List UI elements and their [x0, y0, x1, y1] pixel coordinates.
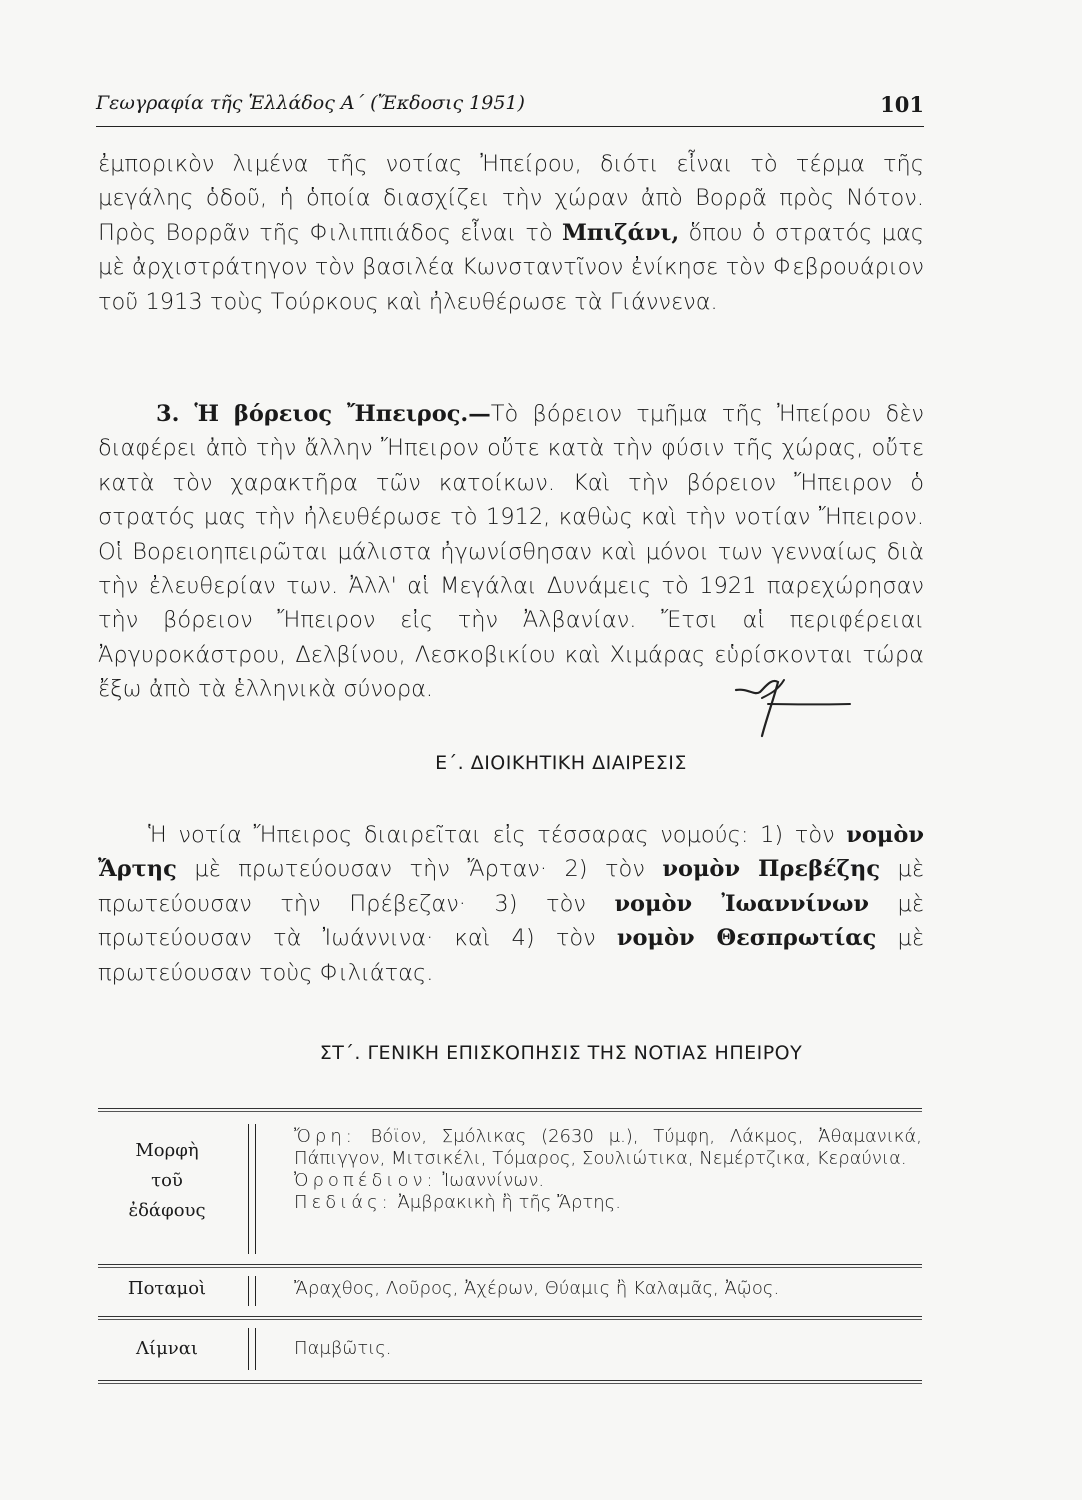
paragraph-text: Ἡ νοτία Ἤπειρος διαιρεῖται εἰς τέσσαρας νομούς: 1) τὸν [148, 822, 847, 848]
paragraph-text: μὲ πρωτεύουσαν τὴν Ἄρταν· 2) τὸν [176, 856, 663, 883]
running-title: Γεωγραφία τῆς Ἑλλάδος Α΄ (Ἔκδοσις 1951) [96, 92, 525, 114]
column-divider [248, 1124, 256, 1254]
table-row-rule [98, 1316, 922, 1317]
table-row-lakes [98, 1320, 922, 1378]
label-line: ἐδάφους [128, 1200, 206, 1221]
paragraph-text: ἐμπορικὸν λιμένα τῆς νοτίας Ἠπείρου, διότι εἶναι τὸ τέρμα τῆς μεγάλης ὁδοῦ, ἡ ὁποία διασχίζει τὴν χώραν ἀπὸ Βορρᾶ πρὸς Νότον. Πρὸς Βορρᾶν τῆς Φιλιππιάδος εἶναι τὸ [98, 151, 924, 246]
plateau-entry [294, 1170, 922, 1192]
label-line: τοῦ [151, 1170, 183, 1191]
paragraph-preveza-bizani [98, 147, 924, 319]
table-row-rivers [98, 1268, 922, 1314]
plateau-text: Ἰωαννίνων. [442, 1170, 545, 1191]
paragraph-text: Τὸ βόρειον τμῆμα τῆς Ἠπείρου δὲν διαφέρει ἀπὸ τὴν ἄλλην Ἤπειρον οὔτε κατὰ τὴν φύσιν τῆς χώρας, οὔτε κατὰ τὸν χαρακτῆρα τῶν κατοίκων. Καὶ τὴν βόρειον Ἤπειρον ὁ στρατός μας τὴν ἠλευθέρωσε τὸ 1912, καθὼς καὶ τὴν νοτίαν Ἤπειρον. Οἱ Βορειοηπειρῶται μάλιστα ἠγωνίσθησαν καὶ μόνοι των γενναίως διὰ τὴν ἐλευθερίαν των. Ἀλλ' αἱ Μεγάλαι Δυνάμεις τὸ 1921 παρεχώρησαν τὴν βόρειον Ἤπειρον εἰς τὴν Ἀλβανίαν. Ἔτσι αἱ περιφέρειαι Ἀργυροκάστρου, Δελβίνου, Λεσκοβικίου καὶ Χιμάρας εὑρίσκονται τώρα ἔξω ἀπὸ τὰ ἑλληνικὰ σύνορα. [98, 401, 924, 703]
row-value-terrain [294, 1126, 922, 1214]
column-divider [248, 1328, 256, 1370]
row-value-lakes: Παμβῶτις. [294, 1338, 392, 1359]
row-value-rivers: Ἄραχθος, Λοῦρος, Ἀχέρων, Θύαμις ἢ Καλαμᾶς, Ἀῷος. [294, 1278, 780, 1299]
column-divider [248, 1276, 256, 1306]
paragraph-text: μὲ πρωτεύουσαν τὴν Πρέβεζαν· 3) τὸν [98, 856, 924, 917]
row-label-terrain [98, 1136, 236, 1226]
bold-term-ioannina: νομὸν Ἰωαννίνων [614, 890, 869, 917]
paragraph-prefectures [98, 818, 924, 990]
section-heading-northern-epirus: 3. Ἡ βόρειος Ἤπειρος.— [156, 401, 491, 427]
table-top-rule [98, 1108, 922, 1109]
page-number: 101 [880, 92, 924, 117]
paragraph-text: μὲ πρωτεύουσαν τὰ Ἰωάννινα· καὶ 4) τὸν [98, 890, 924, 952]
page-header [96, 88, 924, 127]
mountains-entry [294, 1126, 922, 1170]
row-label-rivers: Ποταμοὶ [127, 1278, 207, 1299]
bold-term-arta: νομὸν Ἄρτης [98, 822, 924, 883]
section-title-general-overview: ΣΤ΄. ΓΕΝΙΚΗ ΕΠΙΣΚΟΠΗΣΙΣ ΤΗΣ ΝΟΤΙΑΣ ΗΠΕΙΡΟΥ [319, 1042, 803, 1064]
row-label-lakes: Λίμναι [136, 1338, 198, 1359]
bold-term-preveza: νομὸν Πρεβέζης [662, 856, 881, 883]
handwritten-mark-icon [728, 668, 853, 743]
table-bottom-rule [98, 1380, 922, 1381]
paragraph-text: ὅπου ὁ στρατός μας μὲ ἀρχιστράτηγον τὸν βασιλέα Κωνσταντῖνον ἐνίκησε τὸν Φεβρουάριον τοῦ 1913 τοὺς Τούρκους καὶ ἠλευθέρωσε τὰ Γιάννενα. [98, 219, 924, 315]
paragraph-text: μὲ πρωτεύουσαν τοὺς Φιλιάτας. [98, 925, 924, 986]
label-line: Μορφὴ [135, 1140, 199, 1161]
bold-term-bizani: Μπιζάνι, [561, 219, 680, 246]
plains-text: Ἀμβρακικὴ ἢ τῆς Ἄρτης. [397, 1192, 621, 1213]
plains-entry [294, 1192, 922, 1214]
table-row-rule [98, 1264, 922, 1265]
bold-term-thesprotia: νομὸν Θεσπρωτίας [616, 925, 877, 952]
mountains-text: Βόϊον, Σμόλικας (2630 μ.), Τύμφη, Λάκμος, Ἀθαμανικά, Πάπιγγον, Μιτσικέλι, Τόμαρος, Σουλιώτικα, Νεμέρτζικα, Κεραύνια. [294, 1126, 922, 1169]
plains-label: Πεδιάς: [294, 1192, 392, 1213]
paragraph-northern-epirus [98, 397, 924, 707]
section-title-administrative-division: Ε΄. ΔΙΟΙΚΗΤΙΚΗ ΔΙΑΙΡΕΣΙΣ [435, 752, 687, 774]
plateau-label: Ὀροπέδιον: [294, 1170, 437, 1191]
mountains-label: Ὄρη: [294, 1126, 356, 1147]
table-row-terrain [98, 1116, 922, 1262]
